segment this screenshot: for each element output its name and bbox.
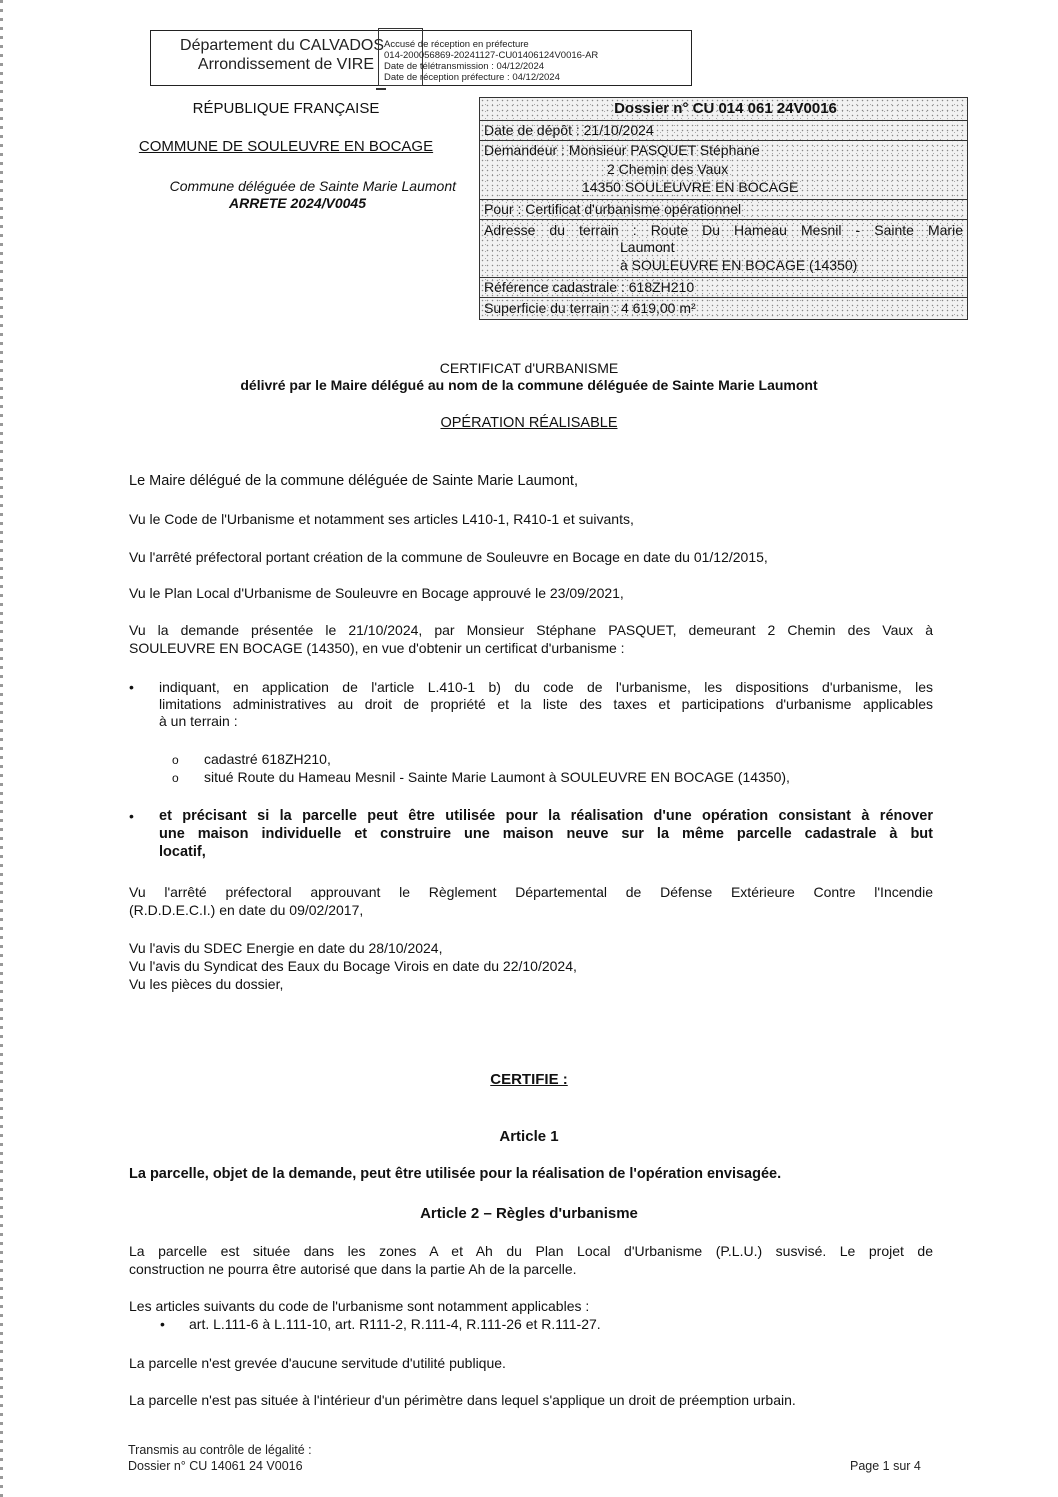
bullet2-line-2: une maison individuelle et construire une maison neuve sur la même parcelle cadastrale à but <box>159 826 933 842</box>
terrain-line-1: Adresse du terrain : Route Du Hameau Mesnil - Sainte Marie <box>484 222 963 238</box>
demandeur-adresse-2: 14350 SOULEUVRE EN BOCAGE <box>582 179 799 195</box>
bullet1-line-2: limitations administratives au droit de propriété et la liste des taxes et participations d'urbanisme applicables <box>159 696 933 712</box>
commune-title: COMMUNE DE SOULEUVRE EN BOCAGE <box>138 138 434 155</box>
sub-bullet-1: cadastré 618ZH210, <box>204 751 331 767</box>
sub-bullet-marker-2: o <box>172 771 179 785</box>
republic-title: RÉPUBLIQUE FRANÇAISE <box>192 100 380 117</box>
vu-demande-line-2: SOULEUVRE EN BOCAGE (14350), en vue d'obtenir un certificat d'urbanisme : <box>129 640 625 656</box>
vu-plan-local: Vu le Plan Local d'Urbanisme de Souleuvre en Bocage approuvé le 23/09/2021, <box>129 585 624 601</box>
terrain-line-3: à SOULEUVRE EN BOCAGE (14350) <box>620 257 858 273</box>
maire-line: Le Maire délégué de la commune déléguée de Sainte Marie Laumont, <box>129 473 578 489</box>
article2-para3: La parcelle n'est grevée d'aucune servitude d'utilité publique. <box>129 1355 506 1371</box>
stamp-tick <box>376 88 386 90</box>
article2-heading: Article 2 – Règles d'urbanisme <box>420 1205 638 1222</box>
dossier-pour: Pour : Certificat d'urbanisme opérationnel <box>480 200 967 220</box>
dossier-date-depot: Date de dépôt : 21/10/2024 <box>480 121 967 141</box>
terrain-line-2: Laumont <box>620 239 675 255</box>
stamp-line-4: Date de réception préfecture : 04/12/2024 <box>384 72 560 83</box>
vu-code: Vu le Code de l'Urbanisme et notamment ses articles L410-1, R410-1 et suivants, <box>129 511 634 527</box>
stamp-line-2: 014-200056869-20241127-CU01406124V0016-AR <box>384 50 599 61</box>
footer-transmis: Transmis au contrôle de légalité : <box>128 1443 312 1457</box>
bullet1-line-3: à un terrain : <box>159 713 238 729</box>
demandeur-label: Demandeur : Monsieur PASQUET Stéphane <box>484 142 760 158</box>
dossier-reference: Référence cadastrale : 618ZH210 <box>480 278 967 298</box>
bullet-marker-1: • <box>129 679 134 695</box>
bullet2-line-1: et précisant si la parcelle peut être utilisée pour la réalisation d'une opération consistant à rénover <box>159 808 933 824</box>
certificat-title: CERTIFICAT d'URBANISME <box>439 360 619 376</box>
article2-para1-line1: La parcelle est située dans les zones A et Ah du Plan Local d'Urbanisme (P.L.U.) susvisé. Le projet de <box>129 1243 933 1259</box>
vu-sdec: Vu l'avis du SDEC Energie en date du 28/10/2024, <box>129 940 443 956</box>
stamp-line-3: Date de télétransmission : 04/12/2024 <box>384 61 545 72</box>
dossier-terrain <box>480 220 967 278</box>
article2-para4: La parcelle n'est pas située à l'intérieur d'un périmètre dans lequel s'applique un droit de préemption urbain. <box>129 1392 796 1408</box>
stamp-line-1: Accusé de réception en préfecture <box>384 39 529 50</box>
footer-page-number: Page 1 sur 4 <box>850 1459 921 1473</box>
certifie-heading: CERTIFIE : <box>490 1071 568 1088</box>
dossier-box <box>479 97 968 320</box>
vu-rdde-line-2: (R.D.D.E.C.I.) en date du 09/02/2017, <box>129 902 364 918</box>
arrete-number: ARRETE 2024/V0045 <box>229 195 366 211</box>
article2-para1-line2: construction ne pourra être autorisé que dans la partie Ah de la parcelle. <box>129 1261 577 1277</box>
vu-pieces: Vu les pièces du dossier, <box>129 976 284 992</box>
arrondissement-label: Arrondissement de VIRE <box>197 56 374 73</box>
article1-text: La parcelle, objet de la demande, peut être utilisée pour la réalisation de l'opération envisagée. <box>129 1166 782 1182</box>
sub-bullet-2: situé Route du Hameau Mesnil - Sainte Marie Laumont à SOULEUVRE EN BOCAGE (14350), <box>204 769 790 785</box>
article1-heading: Article 1 <box>499 1128 559 1145</box>
article2-bullet: art. L.111-6 à L.111-10, art. R111-2, R.111-4, R.111-26 et R.111-27. <box>189 1316 601 1332</box>
certificat-subtitle: délivré par le Maire délégué au nom de la commune déléguée de Sainte Marie Laumont <box>240 377 818 393</box>
dossier-superficie: Superficie du terrain : 4 619,00 m² <box>484 300 696 316</box>
scan-edge <box>0 0 3 1497</box>
bullet2-line-3: locatif, <box>159 844 206 860</box>
commune-deleguee: Commune déléguée de Sainte Marie Laumont <box>169 178 456 194</box>
department-label: Département du CALVADOS <box>180 37 384 54</box>
demandeur-adresse-1: 2 Chemin des Vaux <box>607 161 729 177</box>
dossier-title: Dossier n° CU 014 061 24V0016 <box>480 98 967 121</box>
bullet1-line-1: indiquant, en application de l'article L.410-1 b) du code de l'urbanisme, les dispositions d'urbanisme, les <box>159 679 933 695</box>
vu-demande-line-1: Vu la demande présentée le 21/10/2024, par Monsieur Stéphane PASQUET, demeurant 2 Chemin des Vaux à <box>129 622 933 638</box>
bullet-marker-2: • <box>129 808 134 824</box>
article2-bullet-marker: • <box>160 1316 165 1332</box>
operation-title: OPÉRATION RÉALISABLE <box>440 415 618 431</box>
vu-arrete-creation: Vu l'arrêté préfectoral portant création de la commune de Souleuvre en Bocage en date du 01/12/2015, <box>129 549 768 565</box>
vu-syndicat: Vu l'avis du Syndicat des Eaux du Bocage Virois en date du 22/10/2024, <box>129 958 577 974</box>
footer-dossier: Dossier n° CU 14061 24 V0016 <box>128 1459 303 1473</box>
vu-rdde-line-1: Vu l'arrêté préfectoral approuvant le Règlement Départemental de Défense Extérieure Contre l'Incendie <box>129 884 933 900</box>
dossier-demandeur <box>480 141 967 200</box>
article2-para2: Les articles suivants du code de l'urbanisme sont notamment applicables : <box>129 1298 590 1314</box>
sub-bullet-marker-1: o <box>172 753 179 767</box>
